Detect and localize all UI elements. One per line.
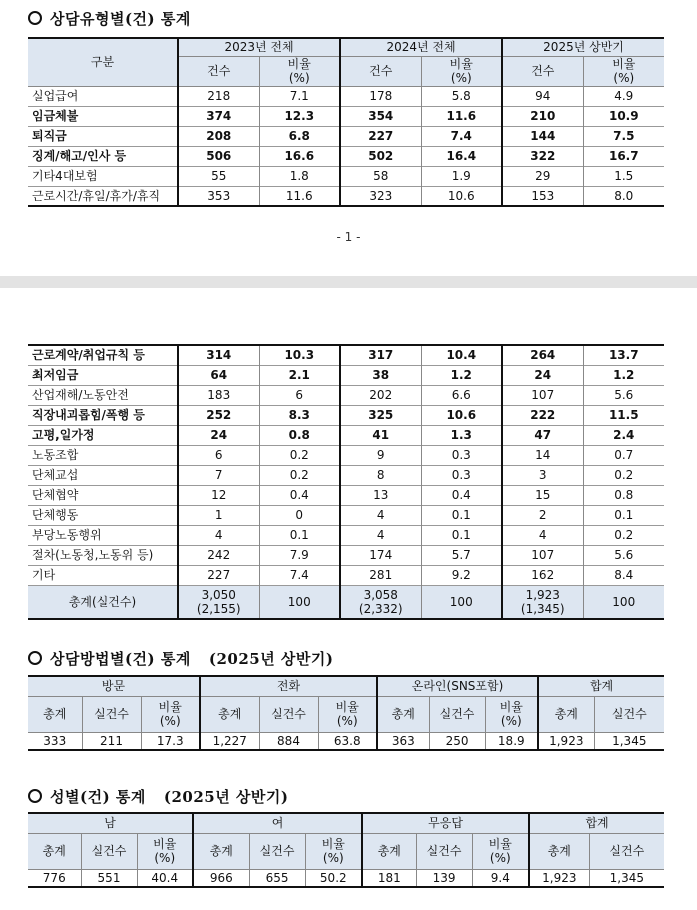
row-label: 노동조합 [32, 448, 79, 462]
count-cell: 314 [178, 345, 259, 365]
count-cell: 55 [178, 166, 259, 186]
count-cell: 41 [340, 425, 421, 445]
total-label: 총계(실건수) [68, 594, 137, 609]
type-stats-table-page2 [28, 344, 664, 620]
ratio-cell: 0.2 [583, 465, 664, 485]
value-cell: 333 [43, 733, 67, 748]
sub-header-actual: 실건수 [589, 833, 664, 869]
ratio-cell: 11.6 [421, 106, 502, 126]
total-actual-value: (2,155) [196, 601, 241, 616]
table-row [28, 425, 664, 445]
ratio-cell: 5.6 [583, 385, 664, 405]
row-label: 임금체불 [32, 109, 79, 123]
value-cell: 776 [42, 870, 66, 885]
value-cell: 1,345 [594, 732, 664, 750]
method-section-title-text: 상담방법별(건) 통계 [50, 650, 191, 668]
table-row [28, 405, 664, 425]
sub-header-ratio: 비율 (%) [141, 696, 200, 732]
ratio-cell: 8.3 [259, 405, 340, 425]
count-cell: 208 [178, 126, 259, 146]
count-cell: 64 [178, 365, 259, 385]
table-row [28, 186, 664, 206]
ratio-cell: 0.7 [583, 445, 664, 465]
row-label: 근로계약/취업규칙 등 [32, 348, 145, 363]
ratio-cell: 0.1 [259, 525, 340, 545]
table-row [28, 545, 664, 565]
sub-header-ratio: 비율 (%) [318, 696, 377, 732]
count-cell: 3 [502, 465, 583, 485]
row-label: 기타 [32, 568, 56, 582]
row-label: 산업재해/노동안전 [32, 388, 129, 402]
count-cell: 252 [178, 405, 259, 425]
count-cell: 94 [502, 86, 583, 106]
row-label: 기타4대보험 [32, 169, 98, 183]
total-ratio-cell: 100 [421, 585, 502, 619]
ratio-cell: 0.3 [421, 465, 502, 485]
count-cell: 144 [502, 126, 583, 146]
ratio-cell: 0.3 [421, 445, 502, 465]
count-cell: 354 [340, 106, 421, 126]
value-cell: 139 [416, 869, 472, 887]
value-cell: 18.9 [485, 732, 538, 750]
sub-header-total: 총계 [200, 696, 259, 732]
value-cell: 655 [249, 869, 305, 887]
row-label: 근로시간/휴일/휴가/휴직 [32, 188, 161, 203]
gender-stats-table [28, 812, 664, 888]
sub-header-actual: 실건수 [416, 833, 472, 869]
group-header: 합계 [538, 676, 664, 696]
sub-header-actual: 실건수 [429, 696, 485, 732]
ratio-cell: 11.6 [259, 186, 340, 206]
value-cell: 1,227 [200, 732, 259, 750]
group-header: 여 [193, 813, 362, 833]
value-cell: 63.8 [318, 732, 377, 750]
value-cell: 181 [362, 869, 416, 887]
method-stats-table [28, 675, 664, 751]
table-row [28, 505, 664, 525]
value-cell: 50.2 [305, 869, 362, 887]
count-cell: 6 [178, 445, 259, 465]
ratio-cell: 0.4 [259, 485, 340, 505]
ratio-cell: 7.9 [259, 545, 340, 565]
ratio-cell: 7.4 [259, 565, 340, 585]
table-row [28, 869, 664, 887]
sub-header-row [28, 696, 664, 732]
table-row [28, 345, 664, 365]
gender-section-title [28, 786, 289, 807]
total-actual-value: (1,345) [520, 601, 565, 616]
row-label: 직장내괴롭힘/폭행 등 [32, 408, 145, 422]
table-row [28, 485, 664, 505]
count-cell: 8 [340, 465, 421, 485]
count-cell: 4 [178, 525, 259, 545]
ratio-cell: 11.5 [583, 405, 664, 425]
sub-header-total: 총계 [362, 833, 416, 869]
sub-header-count: 건수 [502, 56, 583, 86]
sub-header-total: 총계 [193, 833, 249, 869]
ratio-cell: 0.1 [583, 505, 664, 525]
ratio-cell: 10.3 [259, 345, 340, 365]
type-section-title-text: 상담유형별(건) 통계 [50, 10, 191, 28]
count-cell: 322 [502, 146, 583, 166]
count-cell: 323 [340, 186, 421, 206]
sub-header-actual: 실건수 [82, 696, 141, 732]
period-header-2023: 2023년 전체 [178, 38, 340, 56]
ratio-cell: 6.8 [259, 126, 340, 146]
group-label-header: 구분 [28, 38, 178, 86]
count-cell: 1 [178, 505, 259, 525]
total-count-value: 3,058 [363, 587, 398, 602]
group-header: 전화 [200, 676, 377, 696]
count-cell: 202 [340, 385, 421, 405]
ratio-cell: 0.2 [259, 445, 340, 465]
ratio-cell: 13.7 [583, 345, 664, 365]
ratio-cell: 2.4 [583, 425, 664, 445]
row-label: 징계/해고/인사 등 [32, 149, 127, 163]
group-header: 무응답 [362, 813, 529, 833]
count-cell: 210 [502, 106, 583, 126]
type-stats-table-page1 [28, 37, 664, 207]
ratio-cell: 0.4 [421, 485, 502, 505]
ratio-cell: 10.9 [583, 106, 664, 126]
period-header-2024: 2024년 전체 [340, 38, 502, 56]
sub-header-ratio: 비율 (%) [305, 833, 362, 869]
ratio-cell: 0.8 [583, 485, 664, 505]
count-cell: 174 [340, 545, 421, 565]
sub-header-actual: 실건수 [259, 696, 318, 732]
count-cell: 15 [502, 485, 583, 505]
count-cell: 227 [340, 126, 421, 146]
ratio-cell: 0.1 [421, 505, 502, 525]
gender-section-period: (2025년 상반기) [163, 788, 289, 806]
ratio-cell: 7.5 [583, 126, 664, 146]
row-label: 고평,일가정 [32, 428, 95, 442]
ratio-cell: 16.7 [583, 146, 664, 166]
ratio-cell: 16.4 [421, 146, 502, 166]
sub-header-ratio: 비율 (%) [137, 833, 193, 869]
sub-header-ratio: 비율 (%) [583, 56, 664, 86]
sub-header-total: 총계 [42, 844, 66, 858]
total-row [28, 585, 664, 619]
ratio-cell: 0 [259, 505, 340, 525]
period-header-2025h1: 2025년 상반기 [502, 38, 664, 56]
count-cell: 14 [502, 445, 583, 465]
value-cell: 1,923 [538, 732, 594, 750]
count-cell: 58 [340, 166, 421, 186]
table-row [28, 146, 664, 166]
method-section-title [28, 648, 333, 669]
count-cell: 153 [502, 186, 583, 206]
table-row [28, 565, 664, 585]
row-label: 최저임금 [32, 368, 79, 382]
ratio-cell: 8.4 [583, 565, 664, 585]
value-cell: 363 [377, 732, 429, 750]
gender-section-title-text: 성별(건) 통계 [50, 788, 146, 806]
value-cell: 884 [259, 732, 318, 750]
value-cell: 40.4 [137, 869, 193, 887]
row-label: 절차(노동청,노동위 등) [32, 548, 154, 562]
table-row [28, 525, 664, 545]
circle-bullet-icon [28, 651, 42, 665]
ratio-cell: 0.2 [583, 525, 664, 545]
ratio-cell: 2.1 [259, 365, 340, 385]
count-cell: 12 [178, 485, 259, 505]
total-ratio-cell: 100 [583, 585, 664, 619]
value-cell: 211 [82, 732, 141, 750]
count-cell: 47 [502, 425, 583, 445]
table-row [28, 465, 664, 485]
ratio-cell: 10.6 [421, 186, 502, 206]
sub-header-ratio: 비율 (%) [472, 833, 529, 869]
count-cell: 178 [340, 86, 421, 106]
ratio-cell: 7.1 [259, 86, 340, 106]
row-label: 단체협약 [32, 488, 79, 502]
count-cell: 29 [502, 166, 583, 186]
count-cell: 2 [502, 505, 583, 525]
ratio-cell: 12.3 [259, 106, 340, 126]
count-cell: 264 [502, 345, 583, 365]
ratio-cell: 4.9 [583, 86, 664, 106]
ratio-cell: 0.8 [259, 425, 340, 445]
table-row [28, 445, 664, 465]
count-cell: 317 [340, 345, 421, 365]
count-cell: 218 [178, 86, 259, 106]
total-ratio-cell: 100 [259, 585, 340, 619]
total-count-cell [502, 585, 583, 619]
ratio-cell: 1.2 [421, 365, 502, 385]
count-cell: 4 [502, 525, 583, 545]
count-cell: 107 [502, 385, 583, 405]
sub-header-ratio: 비율 (%) [485, 696, 538, 732]
ratio-cell: 6 [259, 385, 340, 405]
row-label: 퇴직금 [32, 129, 67, 143]
ratio-cell: 5.8 [421, 86, 502, 106]
count-cell: 242 [178, 545, 259, 565]
sub-header-ratio: 비율 (%) [259, 56, 340, 86]
value-cell: 1,923 [529, 869, 589, 887]
count-cell: 374 [178, 106, 259, 126]
page-number: - 1 - [336, 230, 361, 244]
table-row [28, 86, 664, 106]
value-cell: 17.3 [141, 732, 200, 750]
ratio-cell: 10.4 [421, 345, 502, 365]
sub-header-count: 건수 [340, 56, 421, 86]
count-cell: 506 [178, 146, 259, 166]
table-row [28, 365, 664, 385]
sub-header-total: 총계 [43, 707, 67, 721]
table-row [28, 126, 664, 146]
ratio-cell: 1.9 [421, 166, 502, 186]
ratio-cell: 1.3 [421, 425, 502, 445]
total-count-value: 1,923 [525, 587, 560, 602]
method-section-period: (2025년 상반기) [208, 650, 334, 668]
ratio-cell: 0.1 [421, 525, 502, 545]
total-count-value: 3,050 [201, 587, 236, 602]
count-cell: 227 [178, 565, 259, 585]
count-cell: 24 [502, 365, 583, 385]
circle-bullet-icon [28, 789, 42, 803]
ratio-cell: 10.6 [421, 405, 502, 425]
ratio-cell: 16.6 [259, 146, 340, 166]
table-row [28, 732, 664, 750]
group-header: 남 [104, 816, 116, 831]
type-section-title [28, 8, 191, 29]
count-cell: 353 [178, 186, 259, 206]
row-label: 부당노동행위 [32, 528, 102, 542]
ratio-cell: 7.4 [421, 126, 502, 146]
count-cell: 24 [178, 425, 259, 445]
count-cell: 4 [340, 505, 421, 525]
group-header: 합계 [529, 813, 664, 833]
sub-header-count: 건수 [178, 56, 259, 86]
count-cell: 7 [178, 465, 259, 485]
count-cell: 222 [502, 405, 583, 425]
sub-header-actual: 실건수 [594, 696, 664, 732]
ratio-cell: 0.2 [259, 465, 340, 485]
sub-header-total: 총계 [377, 696, 429, 732]
ratio-cell: 1.2 [583, 365, 664, 385]
sub-header-row [28, 833, 664, 869]
sub-header-total: 총계 [538, 696, 594, 732]
ratio-cell: 1.5 [583, 166, 664, 186]
table-row [28, 385, 664, 405]
sub-header-total: 총계 [529, 833, 589, 869]
count-cell: 4 [340, 525, 421, 545]
value-cell: 551 [81, 869, 137, 887]
count-cell: 13 [340, 485, 421, 505]
count-cell: 107 [502, 545, 583, 565]
sub-header-actual: 실건수 [249, 833, 305, 869]
table-row [28, 166, 664, 186]
count-cell: 162 [502, 565, 583, 585]
total-count-cell [178, 585, 259, 619]
group-header: 방문 [101, 679, 126, 694]
ratio-cell: 1.8 [259, 166, 340, 186]
row-label: 단체교섭 [32, 468, 79, 482]
count-cell: 502 [340, 146, 421, 166]
value-cell: 966 [193, 869, 249, 887]
ratio-cell: 5.7 [421, 545, 502, 565]
count-cell: 38 [340, 365, 421, 385]
circle-bullet-icon [28, 11, 42, 25]
ratio-cell: 6.6 [421, 385, 502, 405]
ratio-cell: 9.2 [421, 565, 502, 585]
group-header: 온라인(SNS포함) [377, 676, 538, 696]
value-cell: 1,345 [589, 869, 664, 887]
ratio-cell: 5.6 [583, 545, 664, 565]
row-label: 단체행동 [32, 508, 79, 522]
total-actual-value: (2,332) [358, 601, 403, 616]
group-header-row [28, 813, 664, 833]
value-cell: 250 [429, 732, 485, 750]
group-header-row [28, 676, 664, 696]
value-cell: 9.4 [472, 869, 529, 887]
total-count-cell [340, 585, 421, 619]
count-cell: 325 [340, 405, 421, 425]
page-break [0, 276, 697, 288]
sub-header-ratio: 비율 (%) [421, 56, 502, 86]
row-label: 실업급여 [32, 89, 79, 103]
sub-header-actual: 실건수 [81, 833, 137, 869]
count-cell: 281 [340, 565, 421, 585]
ratio-cell: 8.0 [583, 186, 664, 206]
count-cell: 9 [340, 445, 421, 465]
count-cell: 183 [178, 385, 259, 405]
table-row [28, 106, 664, 126]
